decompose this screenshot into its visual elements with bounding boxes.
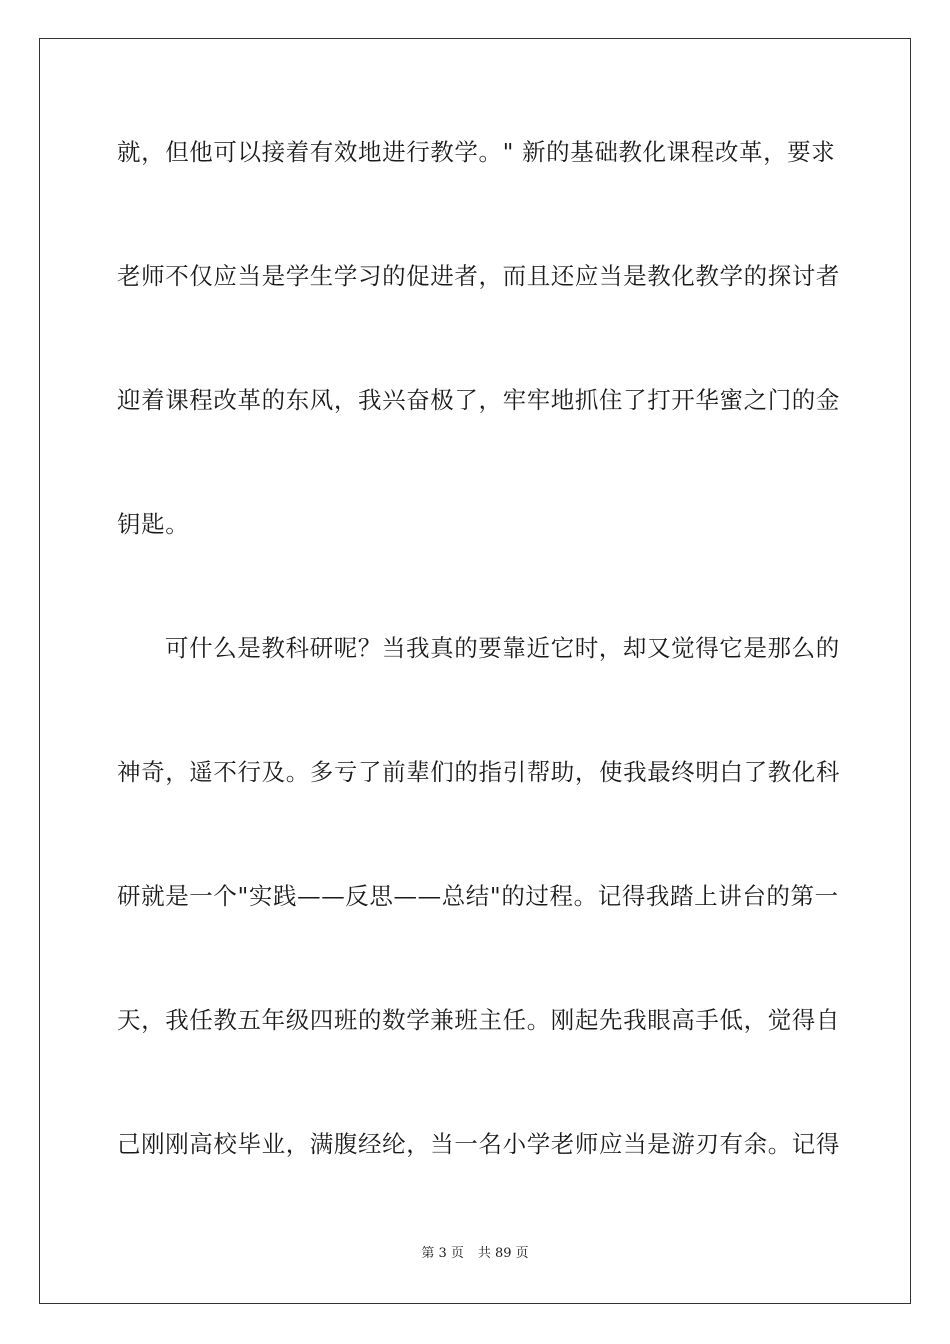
page-number: 第 3 页 (421, 1246, 464, 1261)
body-text-line: 迎着课程改革的东风，我兴奋极了，牢牢地抓住了打开华蜜之门的金 (117, 386, 840, 414)
page-footer (0, 1245, 950, 1263)
body-text-line: 己刚刚高校毕业，满腹经纶，当一名小学老师应当是游刃有余。记得 (117, 1130, 840, 1158)
total-pages: 共 89 页 (477, 1246, 529, 1261)
body-text-line: 天，我任教五年级四班的数学兼班主任。刚起先我眼高手低，觉得自 (117, 1006, 840, 1034)
paragraph-first-line: 可什么是教科研呢？当我真的要靠近它时，却又觉得它是那么的 (165, 634, 840, 662)
body-text-line: 就，但他可以接着有效地进行教学。" 新的基础教化课程改革，要求 (117, 138, 836, 166)
body-text-line: 神奇，遥不行及。多亏了前辈们的指引帮助，使我最终明白了教化科 (117, 758, 840, 786)
page-frame (39, 38, 911, 1304)
body-text-line: 研就是一个"实践——反思——总结"的过程。记得我踏上讲台的第一 (117, 882, 839, 910)
body-text-line: 钥匙。 (117, 510, 190, 538)
body-text-line: 老师不仅应当是学生学习的促进者，而且还应当是教化教学的探讨者 (117, 262, 840, 290)
